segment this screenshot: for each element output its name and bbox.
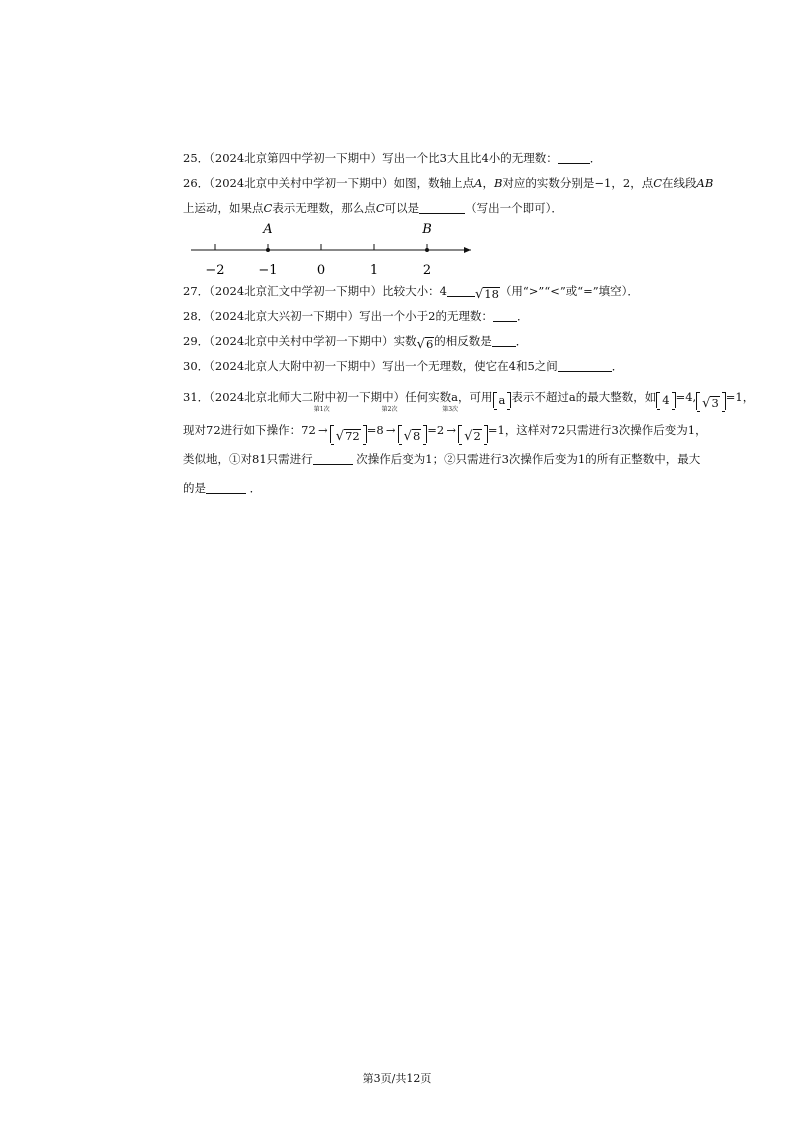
question-27 <box>183 279 763 304</box>
radicand: 3 <box>711 396 719 410</box>
floor-content: 4 <box>662 393 670 407</box>
equation-text: =2 <box>427 423 445 437</box>
point-a-label: A <box>263 222 273 237</box>
question-26 <box>183 171 763 196</box>
point-a-dot <box>266 248 270 252</box>
equation-text: =1 <box>487 423 505 437</box>
question-text: 的相反数是 <box>434 334 492 348</box>
question-31 <box>183 385 763 410</box>
answer-blank[interactable] <box>558 358 612 372</box>
question-30 <box>183 354 763 379</box>
question-number: 30． <box>183 359 210 373</box>
radical-icon: √ <box>474 287 484 302</box>
punctuation: ． <box>515 334 528 348</box>
question-text: 次操作后变为1；②只需进行3次操作后变为1的所有正整数中，最大 <box>356 452 701 466</box>
question-text: 可以是 <box>384 201 420 215</box>
tick-label: 0 <box>316 263 326 278</box>
point-c-ref: C <box>263 201 273 215</box>
question-number: 31． <box>183 390 210 404</box>
radicand: 8 <box>412 429 421 443</box>
point-c-ref: C <box>375 201 385 215</box>
question-text: 表示无理数，那么点 <box>272 201 376 215</box>
question-text: ，这样对72只需进行3次操作后变为1， <box>504 423 707 437</box>
sqrt-expression <box>336 429 361 443</box>
equation-text: =1， <box>725 390 755 404</box>
floor-content: a <box>498 393 506 407</box>
question-source: （2024北京中关村中学初一下期中） <box>209 334 394 348</box>
floor-bracket <box>398 425 428 443</box>
question-text: 对应的实数分别是−1，2，点 <box>502 176 654 190</box>
point-a-ref: A <box>474 176 483 190</box>
question-source: （2024北京大兴初一下期中） <box>209 309 360 323</box>
question-31-line4 <box>183 476 763 501</box>
radicand: 6 <box>425 337 434 351</box>
question-source: （2024北京北师大二附中初一下期中） <box>209 390 406 404</box>
question-text: （用“>”“<”或“=”填空）． <box>499 284 639 298</box>
punctuation: ． <box>249 481 262 495</box>
question-text: （写出一个即可）． <box>465 201 563 215</box>
sqrt-expression <box>417 337 435 351</box>
floor-bracket <box>696 392 726 410</box>
question-source: （2024北京第四中学初一下期中） <box>209 151 383 165</box>
question-number: 25． <box>183 151 210 165</box>
segment-ab-ref: AB <box>696 176 714 190</box>
radical-icon: √ <box>702 396 711 411</box>
question-text: 现对72进行如下操作：72 <box>183 423 316 437</box>
question-text: 实数 <box>393 334 417 348</box>
question-source: （2024北京人大附中初一下期中） <box>209 359 383 373</box>
question-31-line3 <box>183 447 763 472</box>
question-source: （2024北京汇文中学初一下期中） <box>209 284 383 298</box>
arrow-icon: 第1次 → <box>313 406 330 437</box>
arrow-icon: 第3次 → <box>442 406 459 437</box>
question-text: 写出一个小于2的无理数： <box>359 309 493 323</box>
equation-text: =8 <box>366 423 384 437</box>
point-b-label: B <box>422 222 432 237</box>
tick-label: 1 <box>369 263 379 278</box>
point-b-ref: B <box>493 176 503 190</box>
question-text: 上运动，如果点 <box>183 201 264 215</box>
answer-blank[interactable] <box>419 200 465 214</box>
question-text: 如图，数轴上点 <box>393 176 475 190</box>
page-footer: 第3页/共12页 <box>362 1072 432 1085</box>
question-text: 写出一个比3大且比4小的无理数： <box>382 151 558 165</box>
question-number: 28． <box>183 309 210 323</box>
sqrt-expression <box>464 429 482 443</box>
question-number: 26． <box>183 176 210 190</box>
question-26-line2 <box>183 196 763 221</box>
axis-arrow-icon <box>464 247 471 253</box>
sqrt-expression <box>404 429 422 443</box>
answer-blank[interactable] <box>206 480 246 494</box>
question-text: 任何实数a，可用 <box>405 390 493 404</box>
question-text: 类似地，①对81只需进行 <box>183 452 313 466</box>
floor-bracket <box>330 425 367 443</box>
point-c-ref: C <box>653 176 663 190</box>
number-line-figure <box>181 221 481 279</box>
question-25 <box>183 146 763 171</box>
radical-icon: √ <box>464 429 473 444</box>
radical-icon: √ <box>403 429 412 444</box>
answer-blank[interactable] <box>493 308 517 322</box>
radicand: 18 <box>484 287 499 301</box>
question-text: 表示不超过a的最大整数，如 <box>511 390 657 404</box>
answer-blank[interactable] <box>558 150 590 164</box>
step-label: 第1次 <box>313 406 330 413</box>
question-text: 的是 <box>183 481 206 495</box>
radical-icon: √ <box>335 429 345 444</box>
answer-blank[interactable] <box>492 333 516 347</box>
step-label: 第3次 <box>442 406 459 413</box>
question-text: 写出一个无理数，使它在4和5之间 <box>382 359 558 373</box>
step-label: 第2次 <box>381 406 398 413</box>
answer-blank[interactable] <box>447 283 475 297</box>
question-source: （2024北京中关村中学初一下期中） <box>209 176 394 190</box>
sqrt-expression <box>475 287 500 301</box>
floor-bracket <box>493 392 512 408</box>
tick-label: −2 <box>205 263 225 278</box>
answer-blank[interactable] <box>313 451 353 465</box>
question-list <box>183 146 763 501</box>
question-31-line2 <box>183 406 763 444</box>
tick-label: −1 <box>258 263 278 278</box>
radicand: 2 <box>473 429 481 443</box>
question-number: 29． <box>183 334 210 348</box>
tick-label: 2 <box>422 263 432 278</box>
radicand: 72 <box>345 429 360 443</box>
sqrt-expression <box>702 396 720 410</box>
equation-text: =4, <box>675 390 697 404</box>
punctuation: ． <box>516 309 529 323</box>
question-text: 比较大小：4 <box>382 284 447 298</box>
floor-bracket <box>656 392 675 408</box>
point-b-dot <box>425 248 429 252</box>
question-text: 在线段 <box>662 176 697 190</box>
arrow-icon: 第2次 → <box>381 406 398 437</box>
radical-icon: √ <box>416 337 425 352</box>
question-number: 27． <box>183 284 210 298</box>
question-29 <box>183 329 763 354</box>
question-28 <box>183 304 763 329</box>
punctuation: ． <box>589 151 602 165</box>
floor-bracket <box>458 425 488 443</box>
punctuation: ， <box>482 176 494 190</box>
punctuation: ． <box>611 359 624 373</box>
